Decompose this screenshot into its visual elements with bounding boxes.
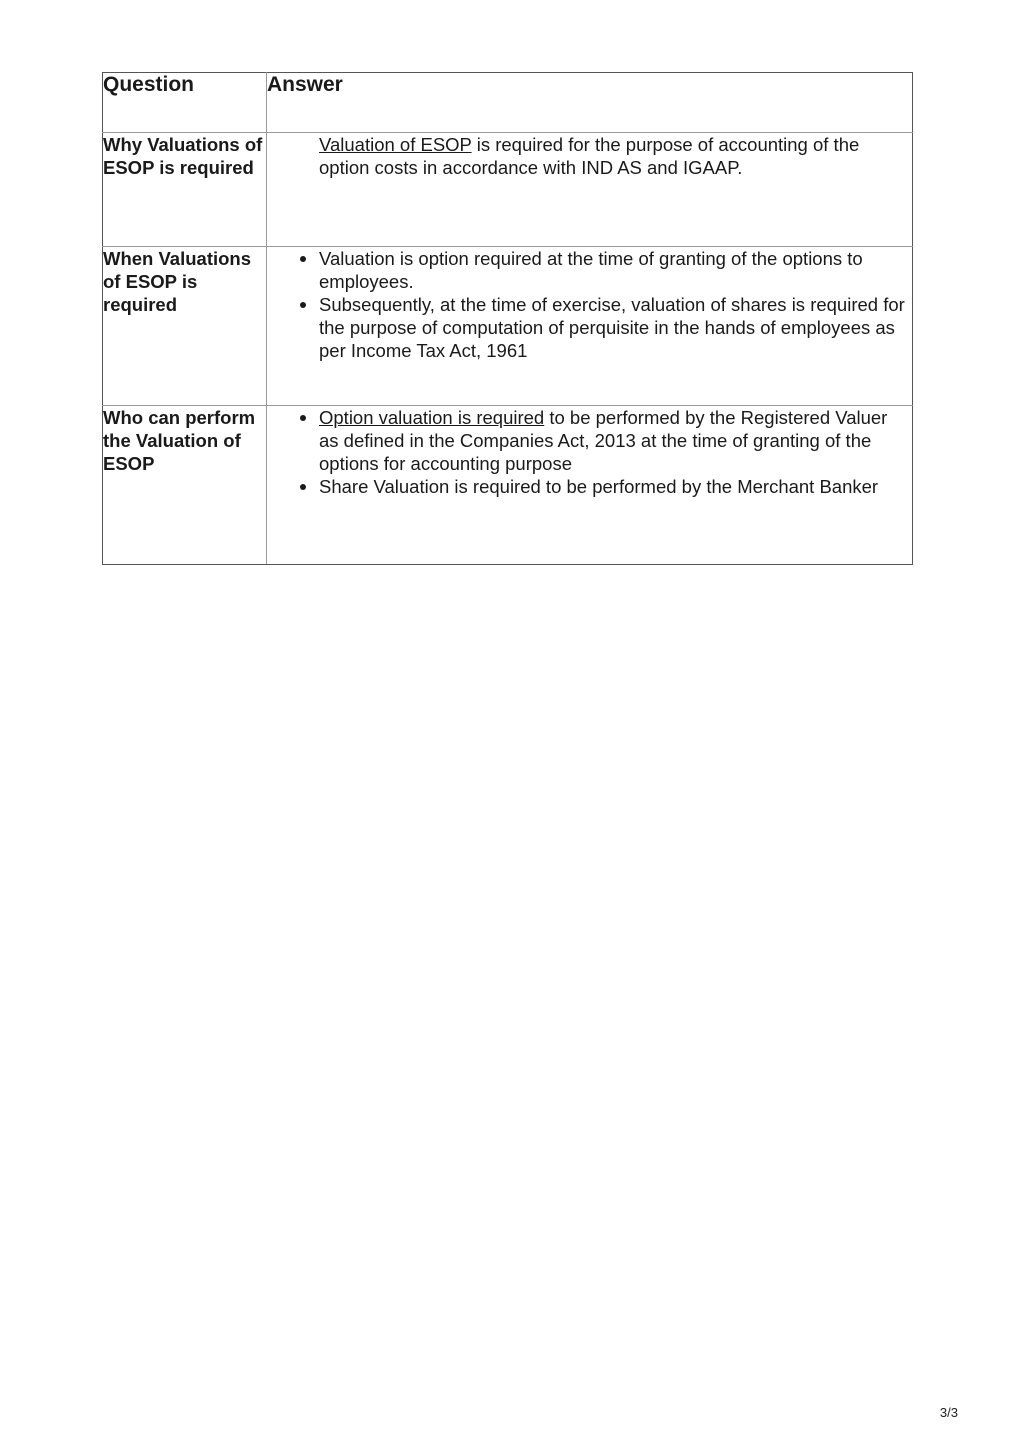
- question-cell: Why Valuations of ESOP is required: [103, 133, 267, 247]
- question-cell: Who can perform the Valuation of ESOP: [103, 406, 267, 565]
- option-valuation-link[interactable]: Option valuation is required: [319, 407, 545, 428]
- answer-bullet-list: [267, 406, 912, 498]
- answer-cell: [267, 406, 913, 565]
- list-item: Share Valuation is required to be performed by the Merchant Banker: [319, 475, 912, 498]
- esop-faq-table: [102, 72, 913, 565]
- list-item: Valuation is option required at the time of granting of the options to employees.: [319, 247, 912, 293]
- question-column-header: Question: [103, 73, 267, 133]
- answer-paragraph: [319, 133, 912, 179]
- page-number: 3/3: [939, 1405, 958, 1420]
- answer-text: is required for the purpose of accounting of the option costs in accordance with IND AS and IGAAP.: [319, 134, 860, 178]
- question-cell: When Valuations of ESOP is required: [103, 247, 267, 406]
- table-row: [103, 133, 913, 247]
- list-item: [319, 406, 912, 475]
- answer-cell: [267, 247, 913, 406]
- valuation-of-esop-link[interactable]: Valuation of ESOP: [319, 134, 472, 155]
- table-row: [103, 406, 913, 565]
- answer-bullet-list: [267, 247, 912, 362]
- table-header-row: [103, 73, 913, 133]
- list-item: Subsequently, at the time of exercise, valuation of shares is required for the purpose of computation of perquisite in the hands of employees as per Income Tax Act, 1961: [319, 293, 912, 362]
- answer-cell: [267, 133, 913, 247]
- answer-column-header: Answer: [267, 73, 913, 133]
- table-row: [103, 247, 913, 406]
- list-item-text: to be performed by the Registered Valuer as defined in the Companies Act, 2013 at the time of granting of the options for accounting purpose: [319, 407, 888, 474]
